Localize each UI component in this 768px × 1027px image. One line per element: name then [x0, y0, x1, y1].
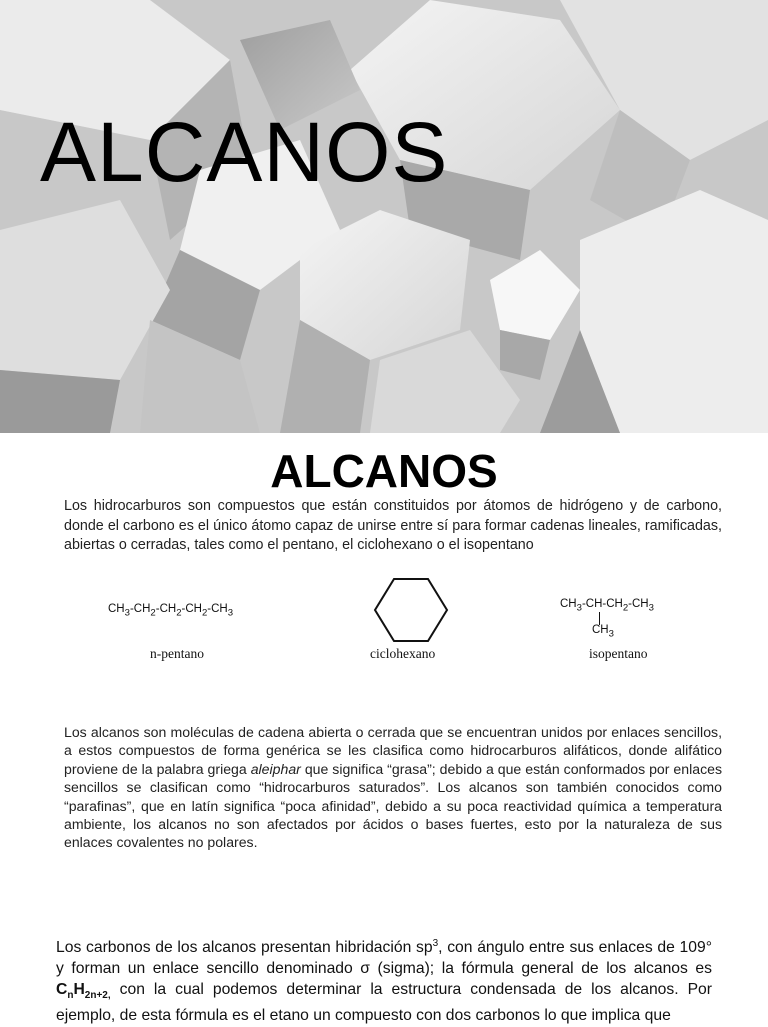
general-formula: $C_nH_{2n+2,}$: [56, 980, 111, 1001]
n-pentano-caption: n-pentano: [150, 646, 204, 661]
cubes-background-image: [0, 0, 768, 433]
intro-paragraph: Los hidrocarburos son compuestos que están constituidos por átomos de hidrógeno y de carbono, donde el carbono es el único átomo capaz de unirse entre sí para formar cadenas lineales, ramificadas, abiertas o cerradas, tales como el pentano, el ciclohexano o el isopentano: [64, 498, 722, 553]
isopentano-branch: $CH_3$: [592, 624, 614, 640]
alcanos-definition-paragraph: Los alcanos son moléculas de cadena abierta o cerrada que se encuentran unidos por enlaces sencillos, a estos compuestos de forma genérica se les clasifica como hidrocarburos alifáticos, donde alifático proviene de la palabra griega aleiphar que significa “grasa”; debido a que están conformados por enlaces sencillos se clasifican como “hidrocarburos saturados”. Los alcanos son también conocidos como “parafinas”, que en latín significa “poca afinidad”, debido a su poca reactividad química a temperatura ambiente, los alcanos no son afectados por ácidos o bases fuertes, esto por la naturaleza de sus enlaces covalentes no polares.: [64, 724, 722, 851]
hexagon-icon: [370, 576, 452, 644]
isopentano-caption: isopentano: [589, 646, 648, 661]
ciclohexano-caption: ciclohexano: [370, 646, 436, 661]
cover-section: [0, 0, 768, 433]
cover-title: ALCANOS: [40, 105, 449, 199]
n-pentano-formula: $CH_3-CH_2-CH_2-CH_2-CH_3$: [108, 603, 234, 619]
isopentano-formula: $CH_3-CH-CH_2-CH_3$: [560, 598, 654, 614]
document-title: ALCANOS: [270, 445, 498, 497]
hibridacion-paragraph: Los carbonos de los alcanos presentan hibridación $sp^3$, con ángulo entre sus enlaces de 109° y forman un enlace sencillo denominado σ (sigma); la fórmula general de los alcanos es $C_nH_{2n+2,}$ con la cual podemos determinar la estructura condensada de los alcanos. Por ejemplo, de esta fórmula es el etano un compuesto con dos carbonos lo que implica que: [56, 938, 712, 1025]
